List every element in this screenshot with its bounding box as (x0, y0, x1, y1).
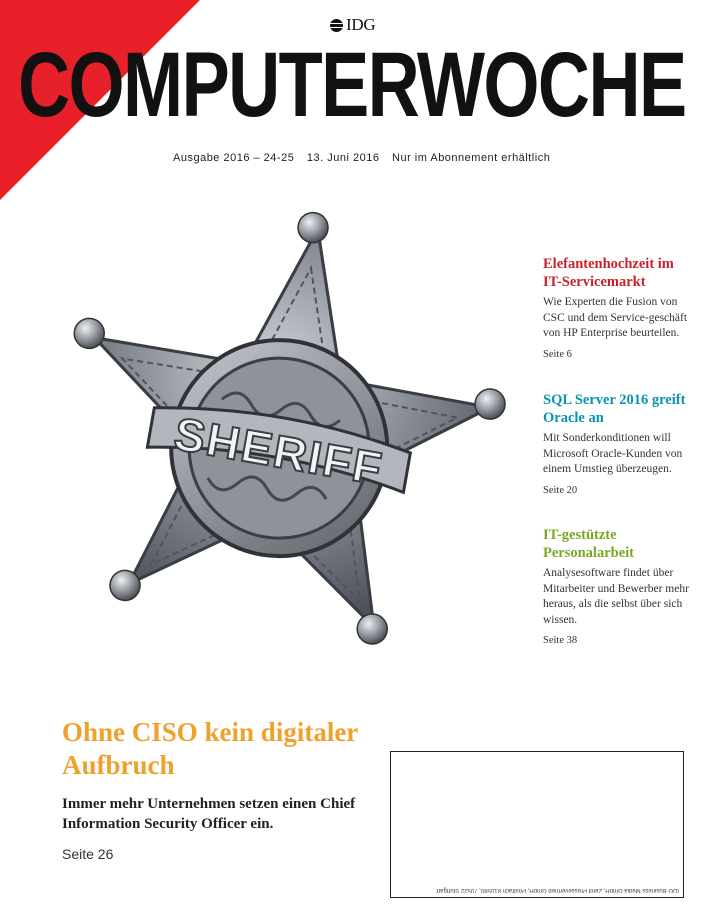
side-article-2-teaser: Mit Sonderkonditionen will Microsoft Oracle-Kunden von einem Umstieg überzeugen. (543, 432, 683, 475)
masthead (18, 28, 690, 143)
side-article-2-page: Seite 20 (543, 484, 578, 496)
main-headline[interactable]: Ohne CISO kein digitaler Aufbruch (62, 717, 358, 780)
main-subline: Immer mehr Unternehmen setzen einen Chief Information Security Officer ein. (62, 796, 356, 832)
side-article-3[interactable] (543, 526, 693, 649)
side-article-1-title: Elefantenhochzeit im IT-Servicemarkt (543, 256, 674, 290)
sheriff-badge-image (28, 205, 528, 705)
side-article-1-teaser: Wie Experten die Fusion von CSC und dem Service-geschäft von HP Enterprise beurteilen. (543, 296, 688, 339)
side-article-3-title: IT-gestützte Personalarbeit (543, 527, 635, 561)
issue-date: 13. Juni 2016 (306, 152, 380, 164)
badge-text: SHERIFF (170, 407, 387, 495)
side-article-1-page: Seite 6 (543, 348, 572, 360)
address-box (390, 751, 684, 898)
side-article-2-title: SQL Server 2016 greift Oracle an (543, 392, 686, 426)
issue-edition: Ausgabe 2016 – 24-25 (173, 152, 295, 164)
side-article-1[interactable] (543, 255, 693, 362)
sender-address: IDG Business Media GmbH, Zenit Pressevertrieb GmbH, Postfach 810580, 70522 Stuttgart (436, 887, 679, 893)
masthead-title: COMPUTERWOCHE (18, 34, 686, 136)
issue-line (173, 152, 559, 164)
main-page-ref: Seite 26 (62, 846, 114, 862)
side-article-3-teaser: Analysesoftware findet über Mitarbeiter und Bewerber mehr heraus, als die selbst über sich wissen. (543, 567, 689, 626)
side-article-2[interactable] (543, 391, 693, 498)
issue-note: Nur im Abonnement erhältlich (392, 152, 551, 164)
idg-logo-text: IDG (346, 15, 376, 34)
side-article-3-page: Seite 38 (543, 635, 578, 646)
